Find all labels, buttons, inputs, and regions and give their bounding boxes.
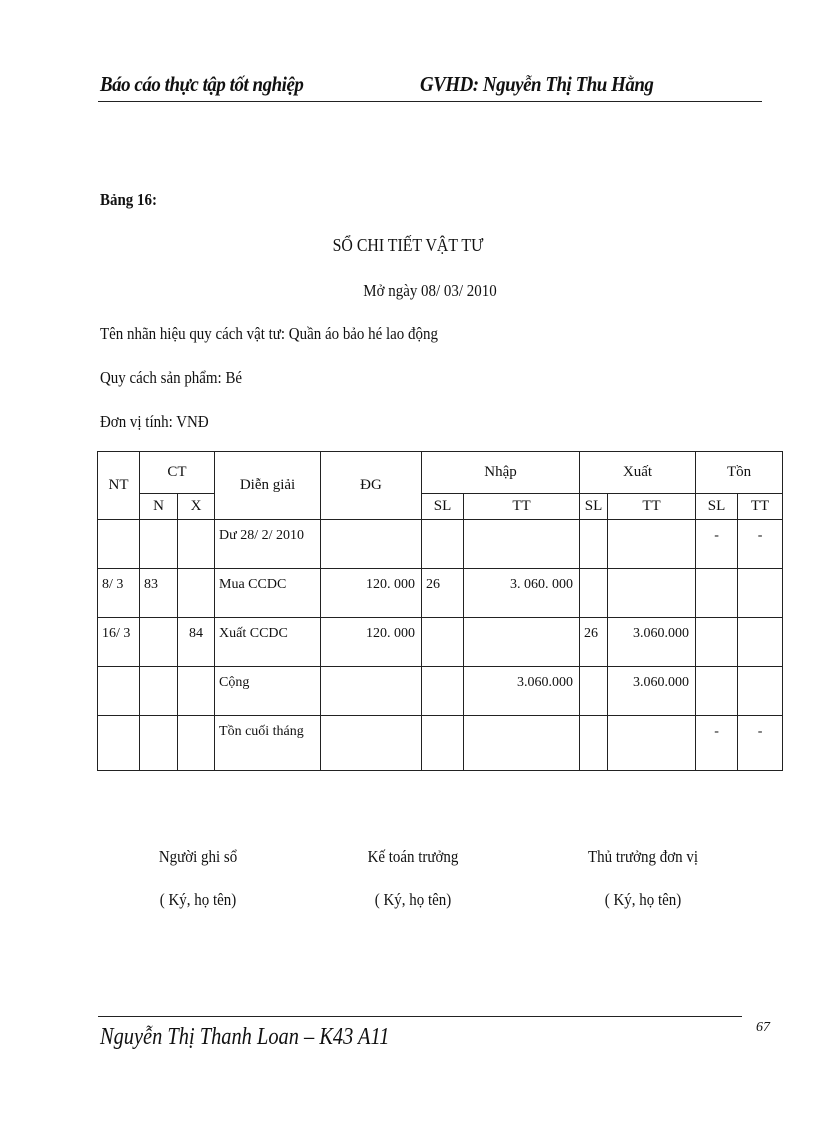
cell-ton-tt: - — [757, 724, 763, 739]
col-ct-x: X — [178, 494, 215, 520]
header-left: Báo cáo thực tập tốt nghiệp — [100, 72, 304, 96]
cell-nt: 16/ 3 — [102, 626, 131, 641]
cell-nhap-tt: 3.060.000 — [517, 675, 574, 690]
table-row — [98, 520, 783, 569]
col-dg: ĐG — [321, 452, 422, 520]
cell-nhap-tt: 3. 060. 000 — [510, 577, 574, 592]
signature-chief-accountant-note: ( Ký, họ tên) — [374, 890, 452, 909]
footer-author: Nguyễn Thị Thanh Loan – K43 A11 — [100, 1024, 390, 1050]
footer-divider — [98, 1016, 742, 1017]
header-right: GVHD: Nguyễn Thị Thu Hằng — [420, 72, 654, 96]
signature-chief-accountant-role: Kế toán trưởng — [367, 847, 459, 866]
col-nhap-sl: SL — [422, 494, 464, 520]
open-date: Mở ngày 08/ 03/ 2010 — [363, 281, 497, 300]
ledger-title: SỔ CHI TIẾT VẬT TƯ — [332, 235, 484, 255]
header-row-1 — [98, 452, 783, 494]
unit-of-measure: Đơn vị tính: VNĐ — [100, 412, 209, 431]
cell-ton-tt: - — [757, 528, 763, 543]
signature-unit-head-note: ( Ký, họ tên) — [604, 890, 682, 909]
col-ct: CT — [140, 452, 215, 494]
col-nhap: Nhập — [422, 452, 580, 494]
header-row-2 — [98, 494, 783, 520]
material-name: Tên nhãn hiệu quy cách vật tư: Quần áo bảo hé lao động — [100, 324, 438, 343]
cell-desc: Tồn cuối tháng — [219, 724, 304, 739]
cell-desc: Mua CCDC — [219, 577, 287, 592]
cell-dg: 120. 000 — [366, 626, 416, 641]
table-row — [98, 716, 783, 771]
col-xuat-tt: TT — [608, 494, 696, 520]
table-row — [98, 618, 783, 667]
col-xuat: Xuất — [580, 452, 696, 494]
cell-xuat-tt: 3.060.000 — [633, 626, 690, 641]
page-number: 67 — [756, 1020, 770, 1035]
cell-desc: Dư 28/ 2/ 2010 — [219, 528, 304, 543]
cell-ton-sl: - — [714, 528, 719, 543]
col-nhap-tt: TT — [464, 494, 580, 520]
cell-desc: Cộng — [219, 675, 250, 690]
product-spec: Quy cách sản phẩm: Bé — [100, 368, 243, 387]
header-divider — [98, 101, 762, 102]
col-desc: Diễn giải — [215, 452, 321, 520]
table-row — [98, 569, 783, 618]
table-row — [98, 667, 783, 716]
cell-nhap-sl: 26 — [426, 577, 441, 592]
signature-unit-head-role: Thủ trưởng đơn vị — [588, 847, 698, 866]
cell-nt: 8/ 3 — [102, 577, 124, 592]
col-ct-n: N — [140, 494, 178, 520]
col-nt: NT — [98, 452, 140, 520]
cell-xuat-tt: 3.060.000 — [633, 675, 690, 690]
signature-bookkeeper-role: Người ghi sổ — [158, 847, 238, 866]
col-ton: Tồn — [696, 452, 783, 494]
cell-desc: Xuất CCDC — [219, 626, 288, 641]
col-ton-tt: TT — [738, 494, 783, 520]
cell-ton-sl: - — [714, 724, 719, 739]
cell-n: 83 — [144, 577, 158, 592]
cell-xuat-sl: 26 — [584, 626, 599, 641]
signature-bookkeeper-note: ( Ký, họ tên) — [159, 890, 237, 909]
cell-x: 84 — [189, 626, 203, 641]
ledger-table — [97, 451, 783, 771]
col-ton-sl: SL — [696, 494, 738, 520]
cell-dg: 120. 000 — [366, 577, 416, 592]
col-xuat-sl: SL — [580, 494, 608, 520]
table-label: Bảng 16: — [100, 190, 157, 209]
